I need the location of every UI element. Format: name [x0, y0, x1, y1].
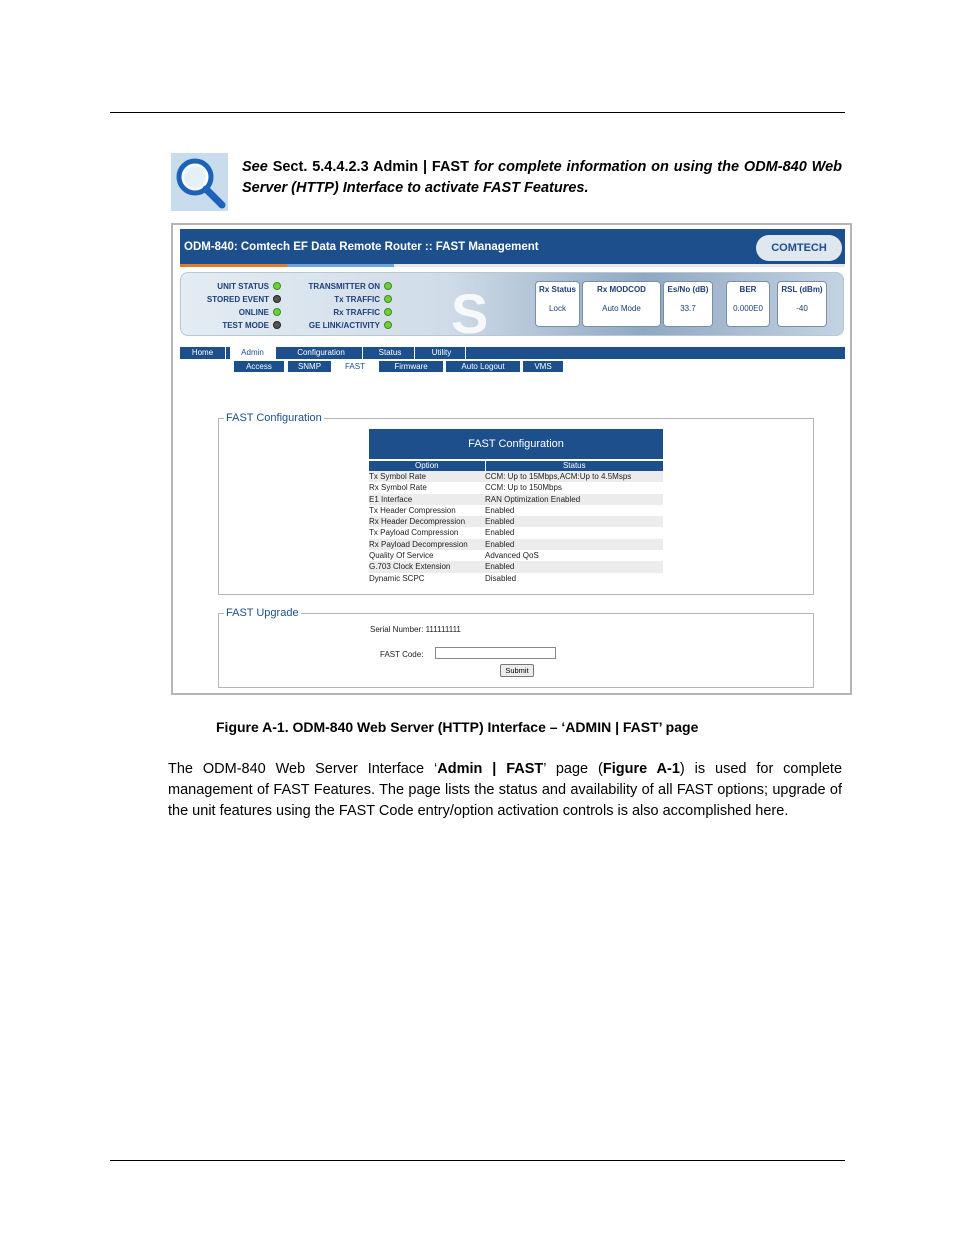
readout-header: Rx Status: [539, 285, 576, 294]
table-row: [369, 516, 663, 527]
status-tx-traffic: Tx TRAFFIC: [334, 295, 380, 304]
fast-config-header: [369, 459, 663, 471]
fast-config-table: [369, 429, 663, 584]
row-option: Tx Header Compression: [369, 505, 456, 515]
row-option: Rx Header Decompression: [369, 517, 466, 527]
row-status: Enabled: [485, 528, 515, 538]
status-unit-status: UNIT STATUS: [217, 282, 269, 291]
readout-rx-modcod: [582, 281, 661, 327]
led-test-mode: [273, 321, 281, 329]
body-paragraph: [168, 759, 842, 822]
status-rx-traffic: Rx TRAFFIC: [333, 308, 380, 317]
readout-value: -40: [796, 304, 808, 313]
table-row: [369, 539, 663, 550]
table-row: [369, 561, 663, 572]
readout-value: 33.7: [680, 304, 696, 313]
table-row: [369, 482, 663, 493]
row-status: RAN Optimization Enabled: [485, 494, 581, 504]
body-figure-ref[interactable]: Figure A-1: [602, 761, 680, 777]
readout-rx-status: [535, 281, 580, 327]
readout-esno: [663, 281, 713, 327]
body-admin-fast: Admin | FAST: [437, 761, 544, 777]
led-transmitter-on: [384, 282, 392, 290]
main-nav: [180, 347, 845, 359]
status-transmitter-on: TRANSMITTER ON: [308, 282, 380, 291]
note-body: for complete information on using the ODM-840 Web Server (HTTP) Interface to activate FAST Features.: [242, 159, 842, 196]
serial-number: Serial Number: 111111111: [370, 625, 461, 634]
row-option: Tx Symbol Rate: [369, 472, 426, 481]
led-ge-link: [384, 321, 392, 329]
readout-header: RSL (dBm): [781, 285, 823, 294]
readout-value: Lock: [549, 304, 566, 313]
fast-config-legend: FAST Configuration: [226, 412, 322, 424]
row-status: CCM: Up to 15Mbps,ACM:Up to 4.5Msps: [485, 472, 632, 481]
fast-upgrade-legend: FAST Upgrade: [226, 607, 299, 619]
subtab-firmware[interactable]: Firmware: [379, 361, 443, 372]
submit-button[interactable]: Submit: [500, 664, 534, 677]
subtab-fast[interactable]: FAST: [335, 361, 375, 372]
comtech-logo: COMTECH: [756, 235, 842, 261]
banner-stripe: [180, 264, 845, 267]
row-option: Tx Payload Compression: [369, 528, 459, 538]
body-text-2: ’ page (: [543, 761, 603, 777]
led-rx-traffic: [384, 308, 392, 316]
fast-config-rows: [369, 471, 663, 584]
table-row: [369, 505, 663, 516]
note-text: [242, 157, 842, 199]
tab-home[interactable]: Home: [180, 347, 226, 359]
status-online: ONLINE: [238, 308, 269, 317]
banner: [180, 229, 845, 264]
fast-code-label: FAST Code:: [380, 650, 424, 659]
row-status: Enabled: [485, 517, 515, 527]
row-option: E1 Interface: [369, 494, 413, 504]
col-option: Option: [369, 461, 486, 471]
col-status: Status: [562, 461, 586, 470]
row-status: Advanced QoS: [485, 551, 539, 561]
note-ref[interactable]: Sect. 5.4.4.2.3 Admin | FAST: [272, 159, 469, 175]
row-status: Enabled: [485, 505, 515, 515]
subtab-vms[interactable]: VMS: [523, 361, 563, 372]
row-status: Enabled: [485, 562, 515, 572]
figure-caption: Figure A-1. ODM-840 Web Server (HTTP) Interface – ‘ADMIN | FAST’ page: [216, 719, 699, 735]
body-text-1: The ODM-840 Web Server Interface ‘: [168, 761, 438, 777]
fast-code-input[interactable]: [435, 647, 556, 659]
status-panel: [180, 272, 844, 345]
body-text-3: ) is used for complete management of FAST Features. The page lists the status and availability of all FAST options; upgrade of the unit features using the FAST Code entry/option activation controls is also accomplished here.: [168, 761, 843, 819]
status-test-mode: TEST MODE: [222, 321, 269, 330]
banner-title: ODM-840: Comtech EF Data Remote Router :: FAST Management: [184, 241, 539, 253]
readout-header: BER: [739, 285, 757, 294]
readout-header: Rx MODCOD: [597, 285, 646, 294]
row-status: Disabled: [485, 573, 517, 583]
fast-config-title: FAST Configuration: [369, 429, 663, 459]
table-row: [369, 527, 663, 538]
led-stored-event: [273, 295, 281, 303]
header-rule: [110, 112, 845, 113]
swoosh-graphic: S: [451, 282, 489, 345]
readout-value: 0.000E0: [733, 304, 763, 313]
row-status: Enabled: [485, 539, 515, 549]
led-unit-status: [273, 282, 281, 290]
table-row: [369, 471, 663, 482]
tab-utility[interactable]: Utility: [418, 347, 466, 359]
table-row: [369, 550, 663, 561]
row-option: Quality Of Service: [369, 551, 434, 561]
tab-admin[interactable]: Admin: [230, 347, 276, 359]
figure-screenshot: [171, 223, 852, 695]
row-status: CCM: Up to 150Mbps: [485, 483, 562, 493]
note-see: See: [242, 159, 268, 175]
status-stored-event: STORED EVENT: [206, 295, 269, 304]
led-online: [273, 308, 281, 316]
readout-rsl: [777, 281, 827, 327]
led-tx-traffic: [384, 295, 392, 303]
row-option: Rx Payload Decompression: [369, 539, 468, 549]
table-row: [369, 573, 663, 584]
tab-status[interactable]: Status: [366, 347, 415, 359]
row-option: Dynamic SCPC: [369, 573, 425, 583]
tab-configuration[interactable]: Configuration: [280, 347, 363, 359]
footer-rule: [110, 1160, 845, 1161]
subtab-snmp[interactable]: SNMP: [288, 361, 331, 372]
row-option: G.703 Clock Extension: [369, 562, 451, 572]
readout-value: Auto Mode: [602, 304, 641, 313]
subtab-auto-logout[interactable]: Auto Logout: [446, 361, 520, 372]
readout-header: Es/No (dB): [667, 285, 709, 294]
magnifier-icon: [171, 153, 228, 211]
subtab-access[interactable]: Access: [234, 361, 284, 372]
readout-ber: [726, 281, 770, 327]
table-row: [369, 494, 663, 505]
status-ge-link: GE LINK/ACTIVITY: [308, 321, 380, 330]
row-option: Rx Symbol Rate: [369, 483, 427, 493]
